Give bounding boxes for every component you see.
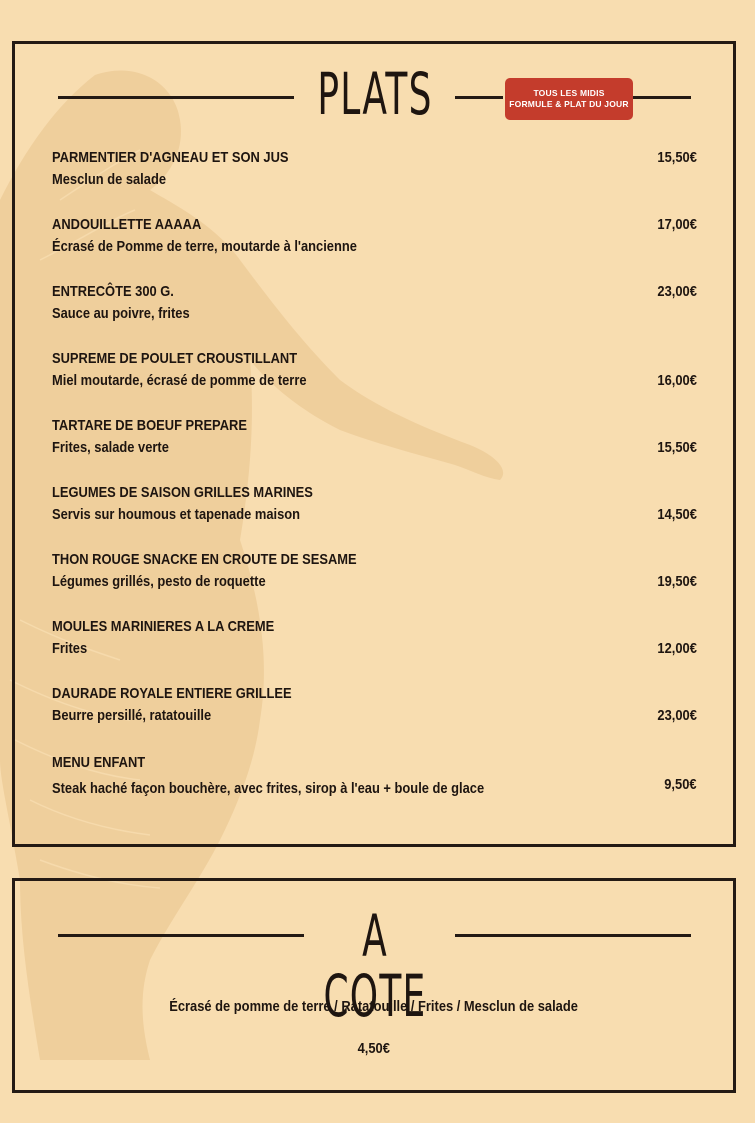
side-dishes-list: [15, 996, 733, 1018]
dish-item: [52, 549, 697, 593]
dish-price: 9,50€: [664, 776, 697, 793]
dish-price: 16,00€: [657, 372, 697, 389]
dish-name: MENU ENFANT: [52, 754, 146, 771]
side-dish-price-text: 4,50€: [357, 1040, 391, 1057]
dish-name: LEGUMES DE SAISON GRILLES MARINES: [52, 484, 313, 501]
dish-item: [52, 683, 697, 727]
dish-item: [52, 348, 697, 392]
side-dishes-text: Écrasé de pomme de terre / Ratatouille / Frites / Mesclun de salade: [169, 998, 579, 1015]
dish-price: 17,00€: [657, 216, 697, 233]
dish-name: ANDOUILLETTE AAAAA: [52, 216, 202, 233]
a-cote-section: [12, 878, 736, 1093]
badge-line-1: TOUS LES MIDIS: [533, 88, 605, 98]
dish-price: 15,50€: [657, 439, 697, 456]
title-left-rule: [58, 96, 294, 99]
plats-section: [12, 41, 736, 847]
side-dish-price: [15, 1038, 733, 1060]
dish-price: 14,50€: [657, 506, 697, 523]
dish-description: Légumes grillés, pesto de roquette: [52, 573, 266, 590]
section-title-plats: PLATS: [317, 60, 433, 128]
dish-description: Beurre persillé, ratatouille: [52, 707, 212, 724]
dish-item: [52, 616, 697, 660]
dish-name: PARMENTIER D'AGNEAU ET SON JUS: [52, 149, 289, 166]
dish-item: [52, 281, 697, 325]
badge-line-2: FORMULE & PLAT DU JOUR: [509, 99, 629, 109]
dish-price: 23,00€: [657, 707, 697, 724]
dish-description: Servis sur houmous et tapenade maison: [52, 506, 301, 523]
dish-item: [52, 214, 697, 258]
title-right-rule: [455, 934, 691, 937]
dish-name: SUPREME DE POULET CROUSTILLANT: [52, 350, 298, 367]
dish-price: 12,00€: [657, 640, 697, 657]
dish-item: [52, 415, 697, 459]
title-left-rule: [58, 934, 304, 937]
dish-price: 19,50€: [657, 573, 697, 590]
dish-description: Frites, salade verte: [52, 439, 169, 456]
title-right-rule-a: [455, 96, 503, 99]
dish-item: [52, 147, 697, 191]
dish-description: Frites: [52, 640, 88, 657]
dish-price: 23,00€: [657, 283, 697, 300]
daily-formula-badge: [505, 78, 633, 120]
dish-name: MOULES MARINIERES A LA CREME: [52, 618, 275, 635]
dish-description: Steak haché façon bouchère, avec frites, sirop à l'eau + boule de glace: [52, 780, 485, 797]
dish-description: Mesclun de salade: [52, 171, 167, 188]
dish-description: Sauce au poivre, frites: [52, 305, 190, 322]
section-title-a-cote: A COTE: [323, 902, 427, 1030]
dish-name: ENTRECÔTE 300 G.: [52, 283, 174, 300]
dish-name: THON ROUGE SNACKE EN CROUTE DE SESAME: [52, 551, 357, 568]
dish-price: 15,50€: [657, 149, 697, 166]
dish-name: TARTARE DE BOEUF PREPARE: [52, 417, 247, 434]
plats-title-row: [15, 44, 733, 128]
dish-description: Miel moutarde, écrasé de pomme de terre: [52, 372, 307, 389]
dish-name: DAURADE ROYALE ENTIERE GRILLEE: [52, 685, 292, 702]
dish-item: [52, 752, 697, 800]
dish-item: [52, 482, 697, 526]
dish-description: Écrasé de Pomme de terre, moutarde à l'ancienne: [52, 238, 357, 255]
title-right-rule-b: [633, 96, 691, 99]
